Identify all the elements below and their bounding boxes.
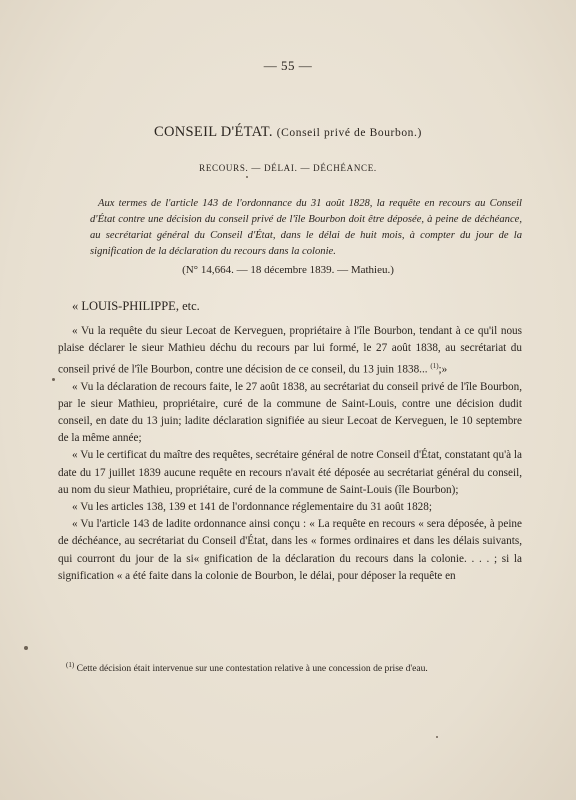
paper-speck	[246, 176, 248, 178]
paper-speck	[24, 646, 28, 650]
body-paragraph-4: « Vu le certificat du maître des requêtes, secrétaire général de notre Conseil d'État, constatant qu'à la date du 17 juillet 1839 aucune requête en recours n'avait été déposée au secrétariat général du conseil, au nom du sieur Mathieu, propriétaire, curé de la commune de Saint-Louis (île Bourbon);	[58, 449, 522, 496]
body-paragraph-2-text: « Vu la requête du sieur Lecoat de Kerveguen, propriétaire à l'île Bourbon, tendant à ce qu'il nous plaise déclarer le sieur Mathieu déchu du recours par lui formé, le 27 août 1838, au secrétariat du conseil privé de l'île Bourbon, contre une décision de ce conseil, du 13 juin 1838...	[58, 325, 522, 376]
title-subtitle: (Conseil privé de Bourbon.)	[276, 127, 422, 139]
footnote-marker: (1)	[66, 661, 75, 669]
page-number: — 55 —	[263, 58, 313, 73]
footnote-text: Cette décision était intervenue sur une contestation relative à une concession de prise d'eau.	[76, 663, 428, 675]
body-paragraph-2	[58, 323, 522, 378]
keywords-line: RECOURS. — DÉLAI. — DÉCHÉANCE.	[199, 163, 377, 173]
case-citation: (N° 14,664. — 18 décembre 1839. — Mathieu.)	[182, 264, 394, 276]
page-title	[0, 124, 576, 141]
paper-speck	[436, 736, 438, 738]
footnote	[58, 658, 522, 676]
body-text	[58, 298, 522, 585]
footnote-reference: (1)	[430, 361, 439, 370]
body-paragraph-6: « Vu l'article 143 de ladite ordonnance ainsi conçu : « La requête en recours « sera déposée, à peine de déchéance, au secrétariat du Conseil d'État, dans les « formes ordinaires et dans les délais suivants, qui courront du jour de la si« gnification de la déclaration du recours dans la colonie. . . . ; si la signification « a été faite dans la colonie de Bourbon, le délai, pour déposer la requête en	[58, 518, 522, 582]
body-paragraph-3: « Vu la déclaration de recours faite, le 27 août 1838, au secrétariat du conseil privé de l'île Bourbon, par le sieur Mathieu, propriétaire, curé de la commune de Saint-Louis, contre une décision dudit conseil, en date du 13 juin; ladite déclaration signifiée au sieur Lecoat de Kerveguen, le 10 septembre de la même année;	[58, 380, 522, 445]
body-paragraph-1: « LOUIS-PHILIPPE, etc.	[72, 299, 200, 313]
title-main: CONSEIL D'ÉTAT.	[154, 124, 273, 140]
paper-speck	[52, 378, 55, 381]
body-paragraph-5: « Vu les articles 138, 139 et 141 de l'ordonnance réglementaire du 31 août 1828;	[72, 500, 432, 513]
body-paragraph-2-tail: ;»	[438, 363, 448, 376]
summary-paragraph: Aux termes de l'article 143 de l'ordonnance du 31 août 1828, la requête en recours au Conseil d'État contre une décision du conseil privé de l'île Bourbon doit être déposée, à peine de déchéance, au secrétariat général du Conseil d'État, dans le délai de huit mois, à compter du jour de la signification de la déclaration du recours dans la colonie.	[90, 198, 522, 257]
